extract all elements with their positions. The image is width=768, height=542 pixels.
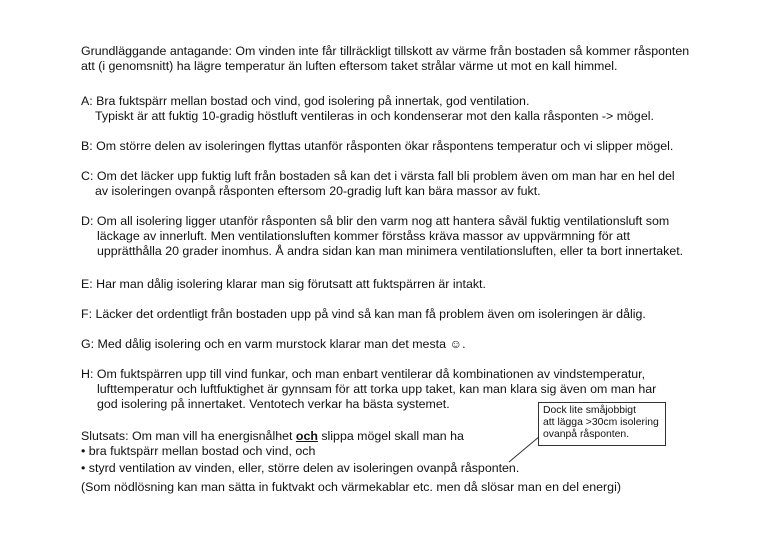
- case-h-line: god isolering på innertaket. Ventotech verkar ha bästa systemet.: [97, 397, 450, 411]
- case-c-line: C: Om det läcker upp fuktig luft från bostaden så kan det i värsta fall bli problem även om man har en hel del: [81, 169, 675, 183]
- callout-line: ovanpå råsponten.: [543, 429, 630, 440]
- callout-box: [538, 402, 666, 446]
- conclusion-suffix: slippa mögel skall man ha: [317, 429, 464, 443]
- case-h-line: H: Om fuktspärren upp till vind funkar, och man enbart ventilerar då kombinationen av vindstemperatur,: [81, 367, 646, 381]
- case-g-line: G: Med dålig isolering och en varm murstock klarar man det mesta ☺.: [81, 337, 466, 351]
- case-d-line: upprätthålla 20 grader inomhus. Å andra sidan kan man minimera ventilationsluften, eller ta bort innertaket.: [97, 244, 684, 258]
- case-a-line: Typiskt är att fuktig 10-gradig höstluft ventileras in och kondenserar mot den kalla råsponten -> mögel.: [95, 109, 654, 123]
- conclusion-note: (Som nödlösning kan man sätta in fuktvakt och värmekablar etc. men då slösar man en del energi): [81, 480, 621, 494]
- case-f-line: F: Läcker det ordentligt från bostaden upp på vind så kan man få problem även om isoleringen är dålig.: [81, 307, 646, 321]
- case-d-line: läckage av innerluft. Men ventilationsluften kommer förståss kräva massor av uppvärmning för att: [97, 229, 631, 243]
- intro-line: Grundläggande antagande: Om vinden inte får tillräckligt tillskott av värme från bostaden så kommer råsponten: [81, 44, 690, 58]
- intro-line: att (i genomsnitt) ha lägre temperatur än luften eftersom taket strålar värme ut mot en kall himmel.: [81, 59, 618, 73]
- callout-line: Dock lite småjobbigt: [543, 405, 636, 416]
- conclusion-emphasis: och: [295, 429, 318, 443]
- conclusion-bullet: • styrd ventilation av vinden, eller, större delen av isoleringen ovanpå råsponten.: [81, 461, 520, 475]
- case-e-line: E: Har man dålig isolering klarar man sig förutsatt att fuktspärren är intakt.: [81, 277, 486, 291]
- case-d-line: D: Om all isolering ligger utanför råsponten så blir den varm nog att hantera såväl fuktig ventilationsluft som: [81, 214, 670, 228]
- case-c-line: av isoleringen ovanpå råsponten eftersom 20-gradig luft kan bära massor av fukt.: [95, 184, 541, 198]
- callout-line: att lägga >30cm isolering: [543, 417, 659, 428]
- case-b-line: B: Om större delen av isoleringen flyttas utanför råsponten ökar råspontens temperatur och vi slipper mögel.: [81, 139, 674, 153]
- conclusion-bullet: • bra fuktspärr mellan bostad och vind, och: [81, 444, 316, 458]
- conclusion-prefix: Slutsats: Om man vill ha energisnålhet: [81, 429, 296, 443]
- case-h-line: lufttemperatur och luftfuktighet är gynnsam för att torka upp taket, kan man klara sig även om man har: [97, 382, 657, 396]
- case-a-line: A: Bra fuktspärr mellan bostad och vind, god isolering på innertak, god ventilation.: [81, 94, 530, 108]
